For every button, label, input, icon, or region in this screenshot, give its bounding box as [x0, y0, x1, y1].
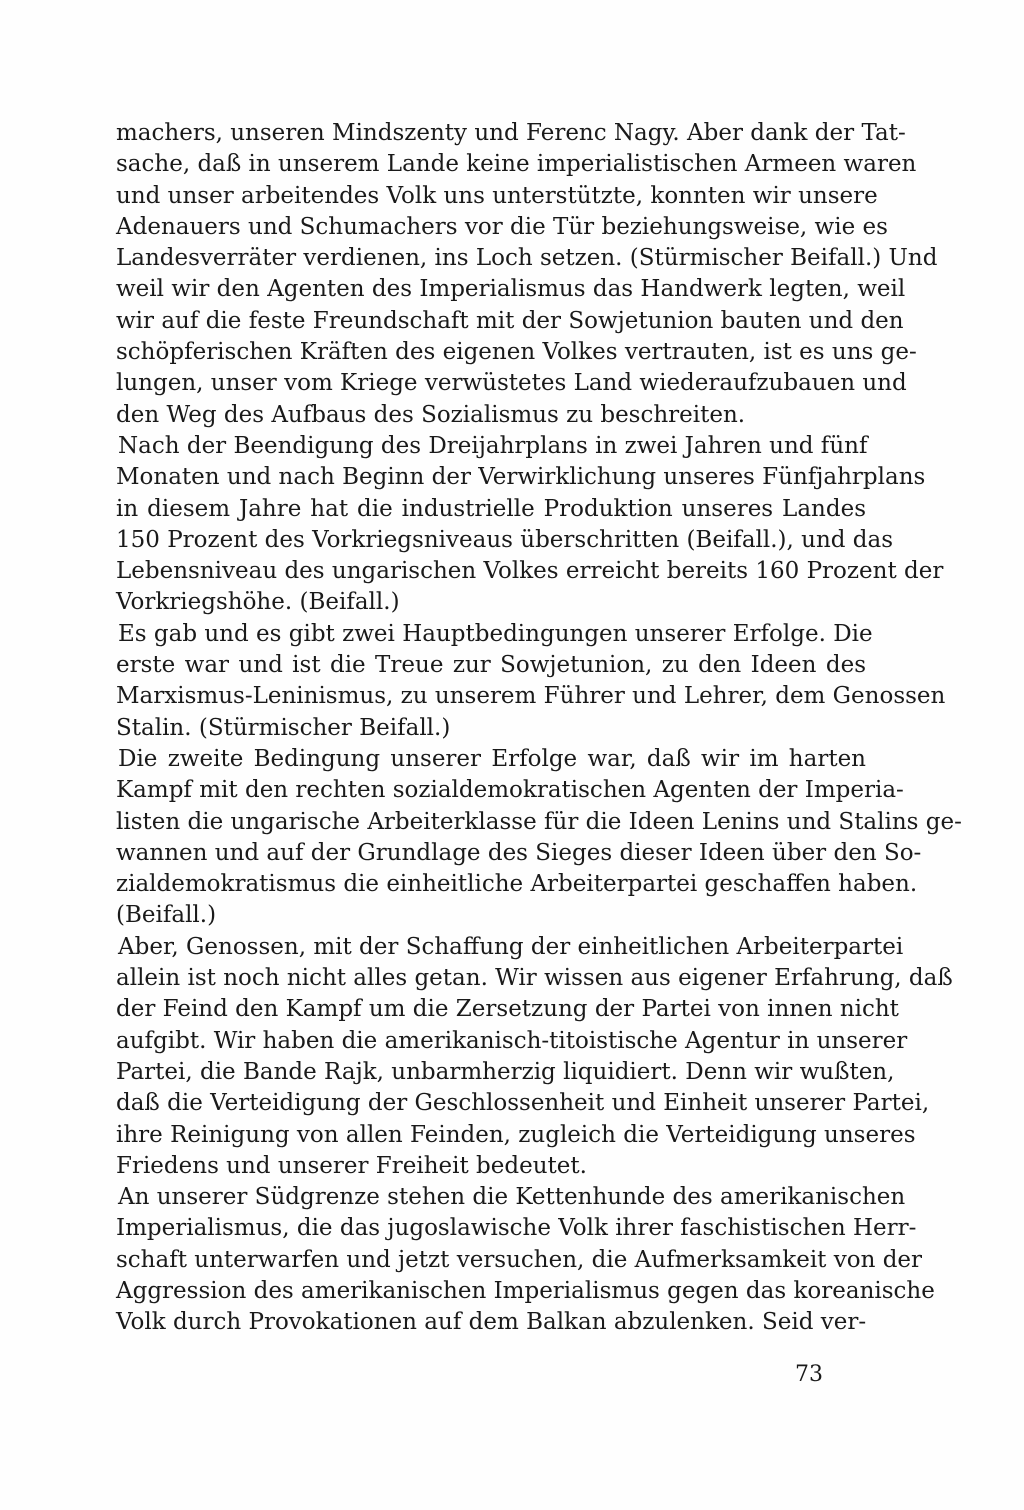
text-line: und unser arbeitendes Volk uns unterstützte, konnten wir unsere: [116, 182, 878, 209]
text-line: schaft unterwarfen und jetzt versuchen, die Aufmerksamkeit von der: [116, 1246, 923, 1273]
text-line: Monaten und nach Beginn der Verwirklichung unseres Fünfjahrplans: [116, 464, 926, 491]
text-line: daß die Verteidigung der Geschlossenheit und Einheit unserer Partei,: [116, 1090, 930, 1117]
text-line: Nach der Beendigung des Dreijahrplans in zwei Jahren und fünf: [118, 432, 868, 459]
text-line: (Beifall.): [116, 902, 217, 929]
text-line: wannen und auf der Grundlage des Sieges dieser Ideen über den So-: [116, 839, 922, 866]
text-line: aufgibt. Wir haben die amerikanisch-titoistische Agentur in unserer: [116, 1027, 908, 1054]
text-line: machers, unseren Mindszenty und Ferenc Nagy. Aber dank der Tat-: [116, 120, 906, 146]
text-line: zialdemokratismus die einheitliche Arbeiterpartei geschaffen haben.: [116, 871, 918, 898]
text-line: Friedens und unserer Freiheit bedeutet.: [116, 1152, 587, 1179]
text-line: Imperialismus, die das jugoslawische Volk ihrer faschistischen Herr-: [116, 1215, 917, 1242]
text-line: ihre Reinigung von allen Feinden, zugleich die Verteidigung unseres: [116, 1121, 916, 1148]
text-line: der Feind den Kampf um die Zersetzung der Partei von innen nicht: [116, 996, 899, 1023]
page-number: 73: [795, 1362, 823, 1387]
text-line: Kampf mit den rechten sozialdemokratischen Agenten der Imperia-: [116, 777, 904, 804]
text-line: den Weg des Aufbaus des Sozialismus zu beschreiten.: [116, 401, 746, 428]
text-line: listen die ungarische Arbeiterklasse für die Ideen Lenins und Stalins ge-: [116, 808, 962, 835]
text-line: lungen, unser vom Kriege verwüstetes Land wiederaufzubauen und: [116, 370, 907, 397]
text-line: Adenauers und Schumachers vor die Tür beziehungsweise, wie es: [116, 213, 888, 240]
text-line: Stalin. (Stürmischer Beifall.): [116, 714, 451, 741]
text-line: wir auf die feste Freundschaft mit der Sowjetunion bauten und den: [116, 307, 904, 334]
text-line: Aggression des amerikanischen Imperialismus gegen das koreanische: [116, 1277, 935, 1304]
text-line: sache, daß in unserem Lande keine imperialistischen Armeen waren: [116, 151, 917, 178]
text-line: Lebensniveau des ungarischen Volkes erreicht bereits 160 Prozent der: [116, 558, 944, 585]
text-line: erste war und ist die Treue zur Sowjetunion, zu den Ideen des: [116, 652, 866, 679]
text-line: 150 Prozent des Vorkriegsniveaus überschritten (Beifall.), und das: [116, 526, 894, 553]
text-line: in diesem Jahre hat die industrielle Produktion unseres Landes: [116, 495, 866, 522]
text-line: Marxismus-Leninismus, zu unserem Führer und Lehrer, dem Genossen: [116, 683, 946, 710]
text-line: An unserer Südgrenze stehen die Kettenhunde des amerikanischen: [118, 1184, 906, 1211]
text-line: Aber, Genossen, mit der Schaffung der einheitlichen Arbeiterpartei: [118, 933, 904, 960]
text-line: weil wir den Agenten des Imperialismus das Handwerk legten, weil: [116, 276, 906, 303]
text-line: Vorkriegshöhe. (Beifall.): [116, 589, 400, 616]
text-line: allein ist noch nicht alles getan. Wir wissen aus eigener Erfahrung, daß: [116, 965, 953, 992]
text-line: Volk durch Provokationen auf dem Balkan abzulenken. Seid ver-: [116, 1309, 867, 1336]
text-line: schöpferischen Kräften des eigenen Volkes vertrauten, ist es uns ge-: [116, 339, 917, 366]
text-line: Es gab und es gibt zwei Hauptbedingungen unserer Erfolge. Die: [118, 620, 873, 647]
body-text: [116, 118, 962, 1339]
text-line: Partei, die Bande Rajk, unbarmherzig liquidiert. Denn wir wußten,: [116, 1058, 895, 1085]
text-line: Landesverräter verdienen, ins Loch setzen. (Stürmischer Beifall.) Und: [116, 245, 938, 272]
text-line: Die zweite Bedingung unserer Erfolge war, daß wir im harten: [118, 745, 866, 772]
